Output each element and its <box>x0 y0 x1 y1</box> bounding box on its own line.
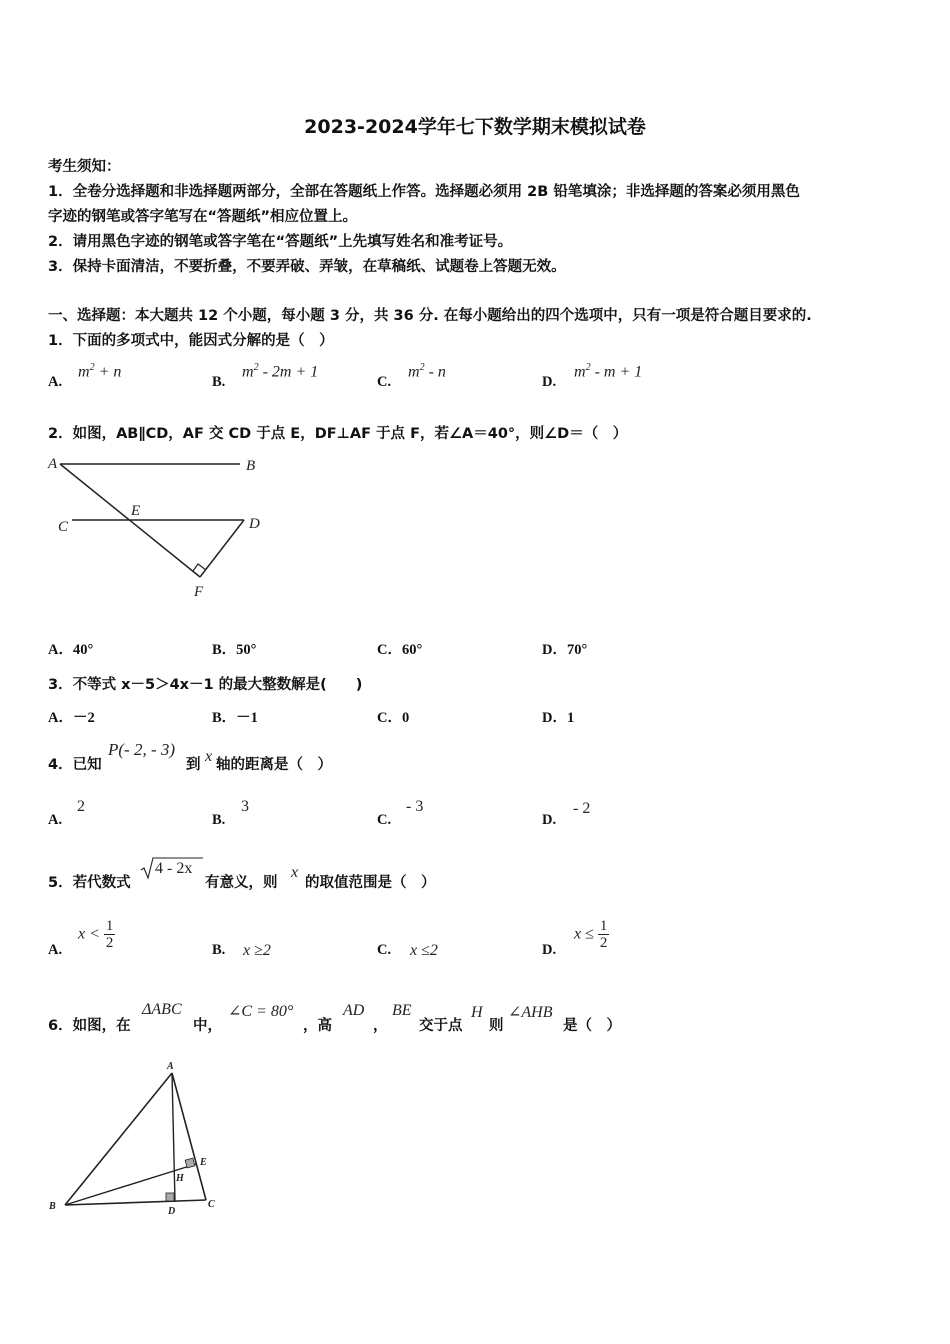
q6-text-zhong: 中， <box>193 1018 222 1034</box>
label-c: C <box>208 1199 215 1210</box>
q2-figure <box>40 448 280 603</box>
q5-label-d: D. <box>542 942 557 958</box>
label-e: E <box>131 503 141 519</box>
q4-value-b: 3 <box>241 798 249 815</box>
q4-label-b: B. <box>212 812 226 828</box>
q5-label-a: A. <box>48 942 63 958</box>
page-title: 2023-2024学年七下数学期末模拟试卷 <box>304 116 646 138</box>
q5-a-fraction: $\frac{1}{2}$ <box>105 918 114 951</box>
q1-option-d: $m^2 - m + 1$ <box>574 362 643 381</box>
q1-label-c: C. <box>377 374 392 390</box>
label-d: D <box>249 516 260 532</box>
label-b: B <box>246 458 256 474</box>
q3-option-a: A．－2 <box>48 710 95 726</box>
q5-radicand: 4 - 2x <box>155 860 193 877</box>
q6-text-jiao: 交于点 <box>419 1018 463 1034</box>
q5-stem-mid: 有意义，则 <box>205 875 278 891</box>
q4-label-c: C. <box>377 812 392 828</box>
q4-axis: x <box>205 748 213 765</box>
altitude-ad <box>172 1073 175 1202</box>
label-a: A <box>167 1061 174 1072</box>
q3-option-d: D．1 <box>542 710 575 726</box>
q4-point: P(- 2, - 3) <box>108 740 176 759</box>
label-a: A <box>48 456 58 472</box>
q6-figure <box>40 1055 230 1220</box>
q4-stem-post: 轴的距离是（ ） <box>216 757 332 773</box>
q4-value-a: 2 <box>77 798 85 815</box>
label-h: H <box>176 1173 184 1184</box>
q6-be: BE <box>392 1002 412 1019</box>
q1-label-b: B. <box>212 374 226 390</box>
q2-option-b: B．50° <box>212 642 257 658</box>
q1-option-c: $m^2$ - n <box>408 362 446 381</box>
q5-option-b: x ≥2 <box>243 942 271 959</box>
q4-label-a: A. <box>48 812 63 828</box>
q3-option-c: C．0 <box>377 710 410 726</box>
q6-text-gao: ，高 <box>303 1018 332 1034</box>
q5-var: x <box>291 864 299 881</box>
side-ab <box>65 1073 172 1205</box>
q4-value-c: - 3 <box>406 798 424 815</box>
label-c: C <box>58 519 69 535</box>
q3-option-b: B．－1 <box>212 710 258 726</box>
q4-stem-pre: 4．已知 <box>48 757 102 773</box>
q5-option-d <box>574 918 609 951</box>
q1-option-b: $m^2 - 2m + 1$ <box>242 362 319 381</box>
label-e: E <box>200 1157 207 1168</box>
q5-a-relation: x < <box>78 925 100 943</box>
q5-d-relation: x ≤ <box>574 925 594 943</box>
q6-text-shi: 是（ ） <box>563 1018 621 1034</box>
q6-comma: ， <box>373 1018 388 1034</box>
q4-stem-mid: 到 <box>186 757 201 773</box>
side-bc <box>65 1200 206 1205</box>
notice-line-1b: 字迹的钢笔或答字笔写在“答题纸”相应位置上。 <box>48 209 358 225</box>
section-heading: 一、选择题：本大题共 12 个小题，每小题 3 分，共 36 分. 在每小题给出的四个选项中，只有一项是符合题目要求的. <box>48 308 812 324</box>
notice-line-3: 3．保持卡面清洁，不要折叠，不要弄破、弄皱，在草稿纸、试题卷上答题无效。 <box>48 259 566 275</box>
q3-stem: 3．不等式 x－5＞4x－1 的最大整数解是( ) <box>48 677 363 693</box>
q5-stem-pre: 5．若代数式 <box>48 875 131 891</box>
q5-label-b: B. <box>212 942 226 958</box>
q4-value-d: - 2 <box>573 800 591 817</box>
q1-option-a: $m^2 + n$ <box>78 362 122 381</box>
q6-text-ze: 则 <box>489 1018 504 1034</box>
q6-triangle: ΔABC <box>142 1001 182 1018</box>
q6-angle-c: ∠C = 80° <box>228 1003 294 1020</box>
line-df <box>200 520 244 577</box>
q6-h: H <box>471 1004 483 1021</box>
q6-angle-ahb: ∠AHB <box>508 1004 553 1021</box>
label-b: B <box>49 1201 56 1212</box>
notice-heading: 考生须知： <box>48 159 121 175</box>
altitude-be <box>65 1164 196 1205</box>
q1-label-a: A. <box>48 374 63 390</box>
q5-d-fraction: $\frac{1}{2}$ <box>599 918 608 951</box>
q5-option-a <box>78 918 115 951</box>
q2-option-a: A．40° <box>48 642 94 658</box>
q1-label-d: D. <box>542 374 557 390</box>
right-angle-mark <box>193 564 206 571</box>
q6-stem-pre: 6．如图，在 <box>48 1018 131 1034</box>
q2-option-c: C．60° <box>377 642 423 658</box>
label-d: D <box>168 1206 176 1217</box>
q5-label-c: C. <box>377 942 392 958</box>
notice-line-2: 2．请用黑色字迹的钢笔或答字笔在“答题纸”上先填写姓名和准考证号。 <box>48 234 513 250</box>
right-angle-d <box>166 1193 174 1201</box>
notice-line-1a: 1．全卷分选择题和非选择题两部分，全部在答题纸上作答。选择题必须用 2B 铅笔填涂；非选择题的答案必须用黑色 <box>48 184 800 200</box>
q5-stem-post: 的取值范围是（ ） <box>305 875 436 891</box>
q2-stem: 2．如图，AB∥CD，AF 交 CD 于点 E，DF⊥AF 于点 F，若∠A＝40°，则∠D＝（ ） <box>48 426 628 442</box>
q5-option-c: x ≤2 <box>410 942 438 959</box>
q2-option-d: D．70° <box>542 642 588 658</box>
right-angle-e <box>185 1158 195 1168</box>
q1-stem: 1．下面的多项式中，能因式分解的是（ ） <box>48 333 334 349</box>
q4-label-d: D. <box>542 812 557 828</box>
label-f: F <box>194 584 204 600</box>
q6-ad: AD <box>343 1002 365 1019</box>
